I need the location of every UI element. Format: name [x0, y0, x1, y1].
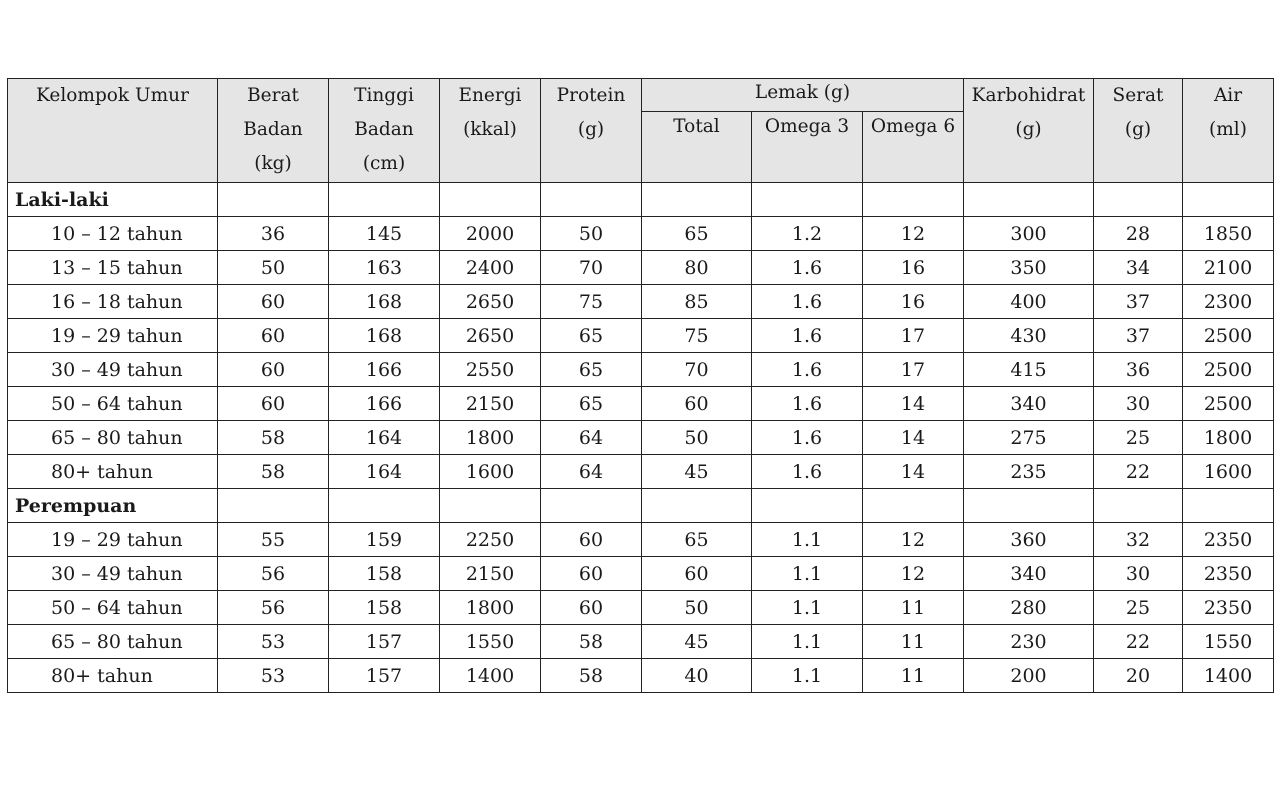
value-cell: 1.6: [752, 353, 863, 387]
value-cell: 17: [863, 353, 964, 387]
empty-cell: [440, 183, 541, 217]
value-cell: 2500: [1183, 387, 1274, 421]
value-cell: 80: [642, 251, 752, 285]
empty-cell: [218, 489, 329, 523]
empty-cell: [964, 183, 1094, 217]
group-label: Laki-laki: [8, 183, 218, 217]
value-cell: 164: [329, 455, 440, 489]
group-label: Perempuan: [8, 489, 218, 523]
value-cell: 1.1: [752, 659, 863, 693]
table-body: [8, 183, 1274, 693]
header-tinggi-badan: Tinggi Badan (cm): [329, 79, 440, 183]
table-row: [8, 659, 1274, 693]
value-cell: 60: [541, 591, 642, 625]
header-lemak-omega3: Omega 3: [752, 112, 863, 183]
value-cell: 2400: [440, 251, 541, 285]
value-cell: 1550: [440, 625, 541, 659]
value-cell: 45: [642, 625, 752, 659]
value-cell: 65: [541, 319, 642, 353]
value-cell: 30: [1094, 557, 1183, 591]
value-cell: 60: [218, 285, 329, 319]
value-cell: 275: [964, 421, 1094, 455]
value-cell: 1600: [1183, 455, 1274, 489]
value-cell: 50: [642, 421, 752, 455]
group-row: [8, 489, 1274, 523]
empty-cell: [863, 489, 964, 523]
value-cell: 56: [218, 591, 329, 625]
value-cell: 45: [642, 455, 752, 489]
value-cell: 1400: [440, 659, 541, 693]
value-cell: 2650: [440, 285, 541, 319]
value-cell: 17: [863, 319, 964, 353]
value-cell: 53: [218, 659, 329, 693]
value-cell: 65: [642, 217, 752, 251]
value-cell: 50: [218, 251, 329, 285]
value-cell: 36: [1094, 353, 1183, 387]
value-cell: 1.1: [752, 523, 863, 557]
value-cell: 58: [218, 455, 329, 489]
value-cell: 145: [329, 217, 440, 251]
value-cell: 40: [642, 659, 752, 693]
value-cell: 1.6: [752, 455, 863, 489]
value-cell: 65: [541, 353, 642, 387]
value-cell: 1800: [440, 591, 541, 625]
header-lemak: Lemak (g): [642, 79, 964, 112]
value-cell: 55: [218, 523, 329, 557]
value-cell: 28: [1094, 217, 1183, 251]
header-protein: Protein (g): [541, 79, 642, 183]
value-cell: 2350: [1183, 591, 1274, 625]
value-cell: 168: [329, 285, 440, 319]
table-header: [8, 79, 1274, 183]
value-cell: 22: [1094, 455, 1183, 489]
value-cell: 14: [863, 455, 964, 489]
value-cell: 14: [863, 421, 964, 455]
value-cell: 235: [964, 455, 1094, 489]
value-cell: 360: [964, 523, 1094, 557]
table-row: [8, 353, 1274, 387]
value-cell: 430: [964, 319, 1094, 353]
value-cell: 1.2: [752, 217, 863, 251]
empty-cell: [1183, 183, 1274, 217]
table-row: [8, 285, 1274, 319]
table-row: [8, 523, 1274, 557]
header-energi: Energi (kkal): [440, 79, 541, 183]
value-cell: 157: [329, 659, 440, 693]
value-cell: 2150: [440, 387, 541, 421]
value-cell: 230: [964, 625, 1094, 659]
header-kelompok-umur: Kelompok Umur: [8, 79, 218, 183]
empty-cell: [642, 489, 752, 523]
empty-cell: [541, 489, 642, 523]
value-cell: 1.1: [752, 557, 863, 591]
value-cell: 168: [329, 319, 440, 353]
value-cell: 50: [642, 591, 752, 625]
value-cell: 2300: [1183, 285, 1274, 319]
empty-cell: [1183, 489, 1274, 523]
age-group-cell: 10 – 12 tahun: [8, 217, 218, 251]
age-group-cell: 30 – 49 tahun: [8, 353, 218, 387]
value-cell: 1400: [1183, 659, 1274, 693]
table-row: [8, 387, 1274, 421]
empty-cell: [642, 183, 752, 217]
header-berat-badan: Berat Badan (kg): [218, 79, 329, 183]
table-row: [8, 455, 1274, 489]
value-cell: 58: [541, 659, 642, 693]
age-group-cell: 50 – 64 tahun: [8, 591, 218, 625]
value-cell: 158: [329, 591, 440, 625]
value-cell: 70: [541, 251, 642, 285]
value-cell: 58: [218, 421, 329, 455]
value-cell: 70: [642, 353, 752, 387]
value-cell: 2500: [1183, 353, 1274, 387]
value-cell: 65: [541, 387, 642, 421]
header-air: Air (ml): [1183, 79, 1274, 183]
value-cell: 2550: [440, 353, 541, 387]
empty-cell: [541, 183, 642, 217]
value-cell: 25: [1094, 421, 1183, 455]
empty-cell: [329, 489, 440, 523]
value-cell: 340: [964, 557, 1094, 591]
age-group-cell: 19 – 29 tahun: [8, 523, 218, 557]
value-cell: 1.6: [752, 251, 863, 285]
value-cell: 166: [329, 353, 440, 387]
value-cell: 75: [541, 285, 642, 319]
value-cell: 2500: [1183, 319, 1274, 353]
age-group-cell: 13 – 15 tahun: [8, 251, 218, 285]
value-cell: 53: [218, 625, 329, 659]
table-row: [8, 217, 1274, 251]
header-karbohidrat: Karbohidrat (g): [964, 79, 1094, 183]
value-cell: 37: [1094, 319, 1183, 353]
table-row: [8, 421, 1274, 455]
value-cell: 1800: [1183, 421, 1274, 455]
empty-cell: [752, 183, 863, 217]
value-cell: 50: [541, 217, 642, 251]
value-cell: 14: [863, 387, 964, 421]
value-cell: 2100: [1183, 251, 1274, 285]
value-cell: 200: [964, 659, 1094, 693]
value-cell: 166: [329, 387, 440, 421]
value-cell: 1.6: [752, 421, 863, 455]
group-row: [8, 183, 1274, 217]
value-cell: 1.6: [752, 387, 863, 421]
value-cell: 1.6: [752, 285, 863, 319]
value-cell: 22: [1094, 625, 1183, 659]
value-cell: 60: [218, 353, 329, 387]
value-cell: 60: [218, 387, 329, 421]
value-cell: 11: [863, 625, 964, 659]
value-cell: 1550: [1183, 625, 1274, 659]
value-cell: 34: [1094, 251, 1183, 285]
value-cell: 2000: [440, 217, 541, 251]
empty-cell: [440, 489, 541, 523]
empty-cell: [752, 489, 863, 523]
empty-cell: [1094, 183, 1183, 217]
age-group-cell: 65 – 80 tahun: [8, 421, 218, 455]
value-cell: 1800: [440, 421, 541, 455]
value-cell: 340: [964, 387, 1094, 421]
value-cell: 85: [642, 285, 752, 319]
value-cell: 25: [1094, 591, 1183, 625]
value-cell: 350: [964, 251, 1094, 285]
value-cell: 400: [964, 285, 1094, 319]
empty-cell: [863, 183, 964, 217]
value-cell: 16: [863, 285, 964, 319]
value-cell: 20: [1094, 659, 1183, 693]
value-cell: 2150: [440, 557, 541, 591]
value-cell: 60: [218, 319, 329, 353]
value-cell: 164: [329, 421, 440, 455]
value-cell: 60: [642, 557, 752, 591]
value-cell: 60: [642, 387, 752, 421]
age-group-cell: 80+ tahun: [8, 659, 218, 693]
table-row: [8, 591, 1274, 625]
table-row: [8, 557, 1274, 591]
value-cell: 60: [541, 557, 642, 591]
header-lemak-total: Total: [642, 112, 752, 183]
value-cell: 2250: [440, 523, 541, 557]
nutrition-table-container: [7, 78, 1273, 693]
value-cell: 163: [329, 251, 440, 285]
table-row: [8, 251, 1274, 285]
value-cell: 2350: [1183, 557, 1274, 591]
value-cell: 159: [329, 523, 440, 557]
age-group-cell: 19 – 29 tahun: [8, 319, 218, 353]
value-cell: 75: [642, 319, 752, 353]
value-cell: 58: [541, 625, 642, 659]
value-cell: 60: [541, 523, 642, 557]
value-cell: 280: [964, 591, 1094, 625]
age-group-cell: 80+ tahun: [8, 455, 218, 489]
value-cell: 1.6: [752, 319, 863, 353]
value-cell: 11: [863, 659, 964, 693]
value-cell: 37: [1094, 285, 1183, 319]
value-cell: 158: [329, 557, 440, 591]
value-cell: 2650: [440, 319, 541, 353]
value-cell: 157: [329, 625, 440, 659]
value-cell: 2350: [1183, 523, 1274, 557]
age-group-cell: 50 – 64 tahun: [8, 387, 218, 421]
value-cell: 16: [863, 251, 964, 285]
value-cell: 415: [964, 353, 1094, 387]
age-group-cell: 65 – 80 tahun: [8, 625, 218, 659]
value-cell: 56: [218, 557, 329, 591]
age-group-cell: 30 – 49 tahun: [8, 557, 218, 591]
value-cell: 30: [1094, 387, 1183, 421]
value-cell: 12: [863, 523, 964, 557]
value-cell: 1.1: [752, 591, 863, 625]
value-cell: 32: [1094, 523, 1183, 557]
value-cell: 1600: [440, 455, 541, 489]
value-cell: 65: [642, 523, 752, 557]
value-cell: 300: [964, 217, 1094, 251]
value-cell: 11: [863, 591, 964, 625]
value-cell: 12: [863, 217, 964, 251]
empty-cell: [1094, 489, 1183, 523]
value-cell: 1850: [1183, 217, 1274, 251]
table-row: [8, 319, 1274, 353]
empty-cell: [329, 183, 440, 217]
header-serat: Serat (g): [1094, 79, 1183, 183]
value-cell: 64: [541, 421, 642, 455]
empty-cell: [964, 489, 1094, 523]
value-cell: 36: [218, 217, 329, 251]
nutrition-table: [7, 78, 1274, 693]
empty-cell: [218, 183, 329, 217]
header-lemak-omega6: Omega 6: [863, 112, 964, 183]
table-row: [8, 625, 1274, 659]
age-group-cell: 16 – 18 tahun: [8, 285, 218, 319]
value-cell: 64: [541, 455, 642, 489]
value-cell: 1.1: [752, 625, 863, 659]
value-cell: 12: [863, 557, 964, 591]
